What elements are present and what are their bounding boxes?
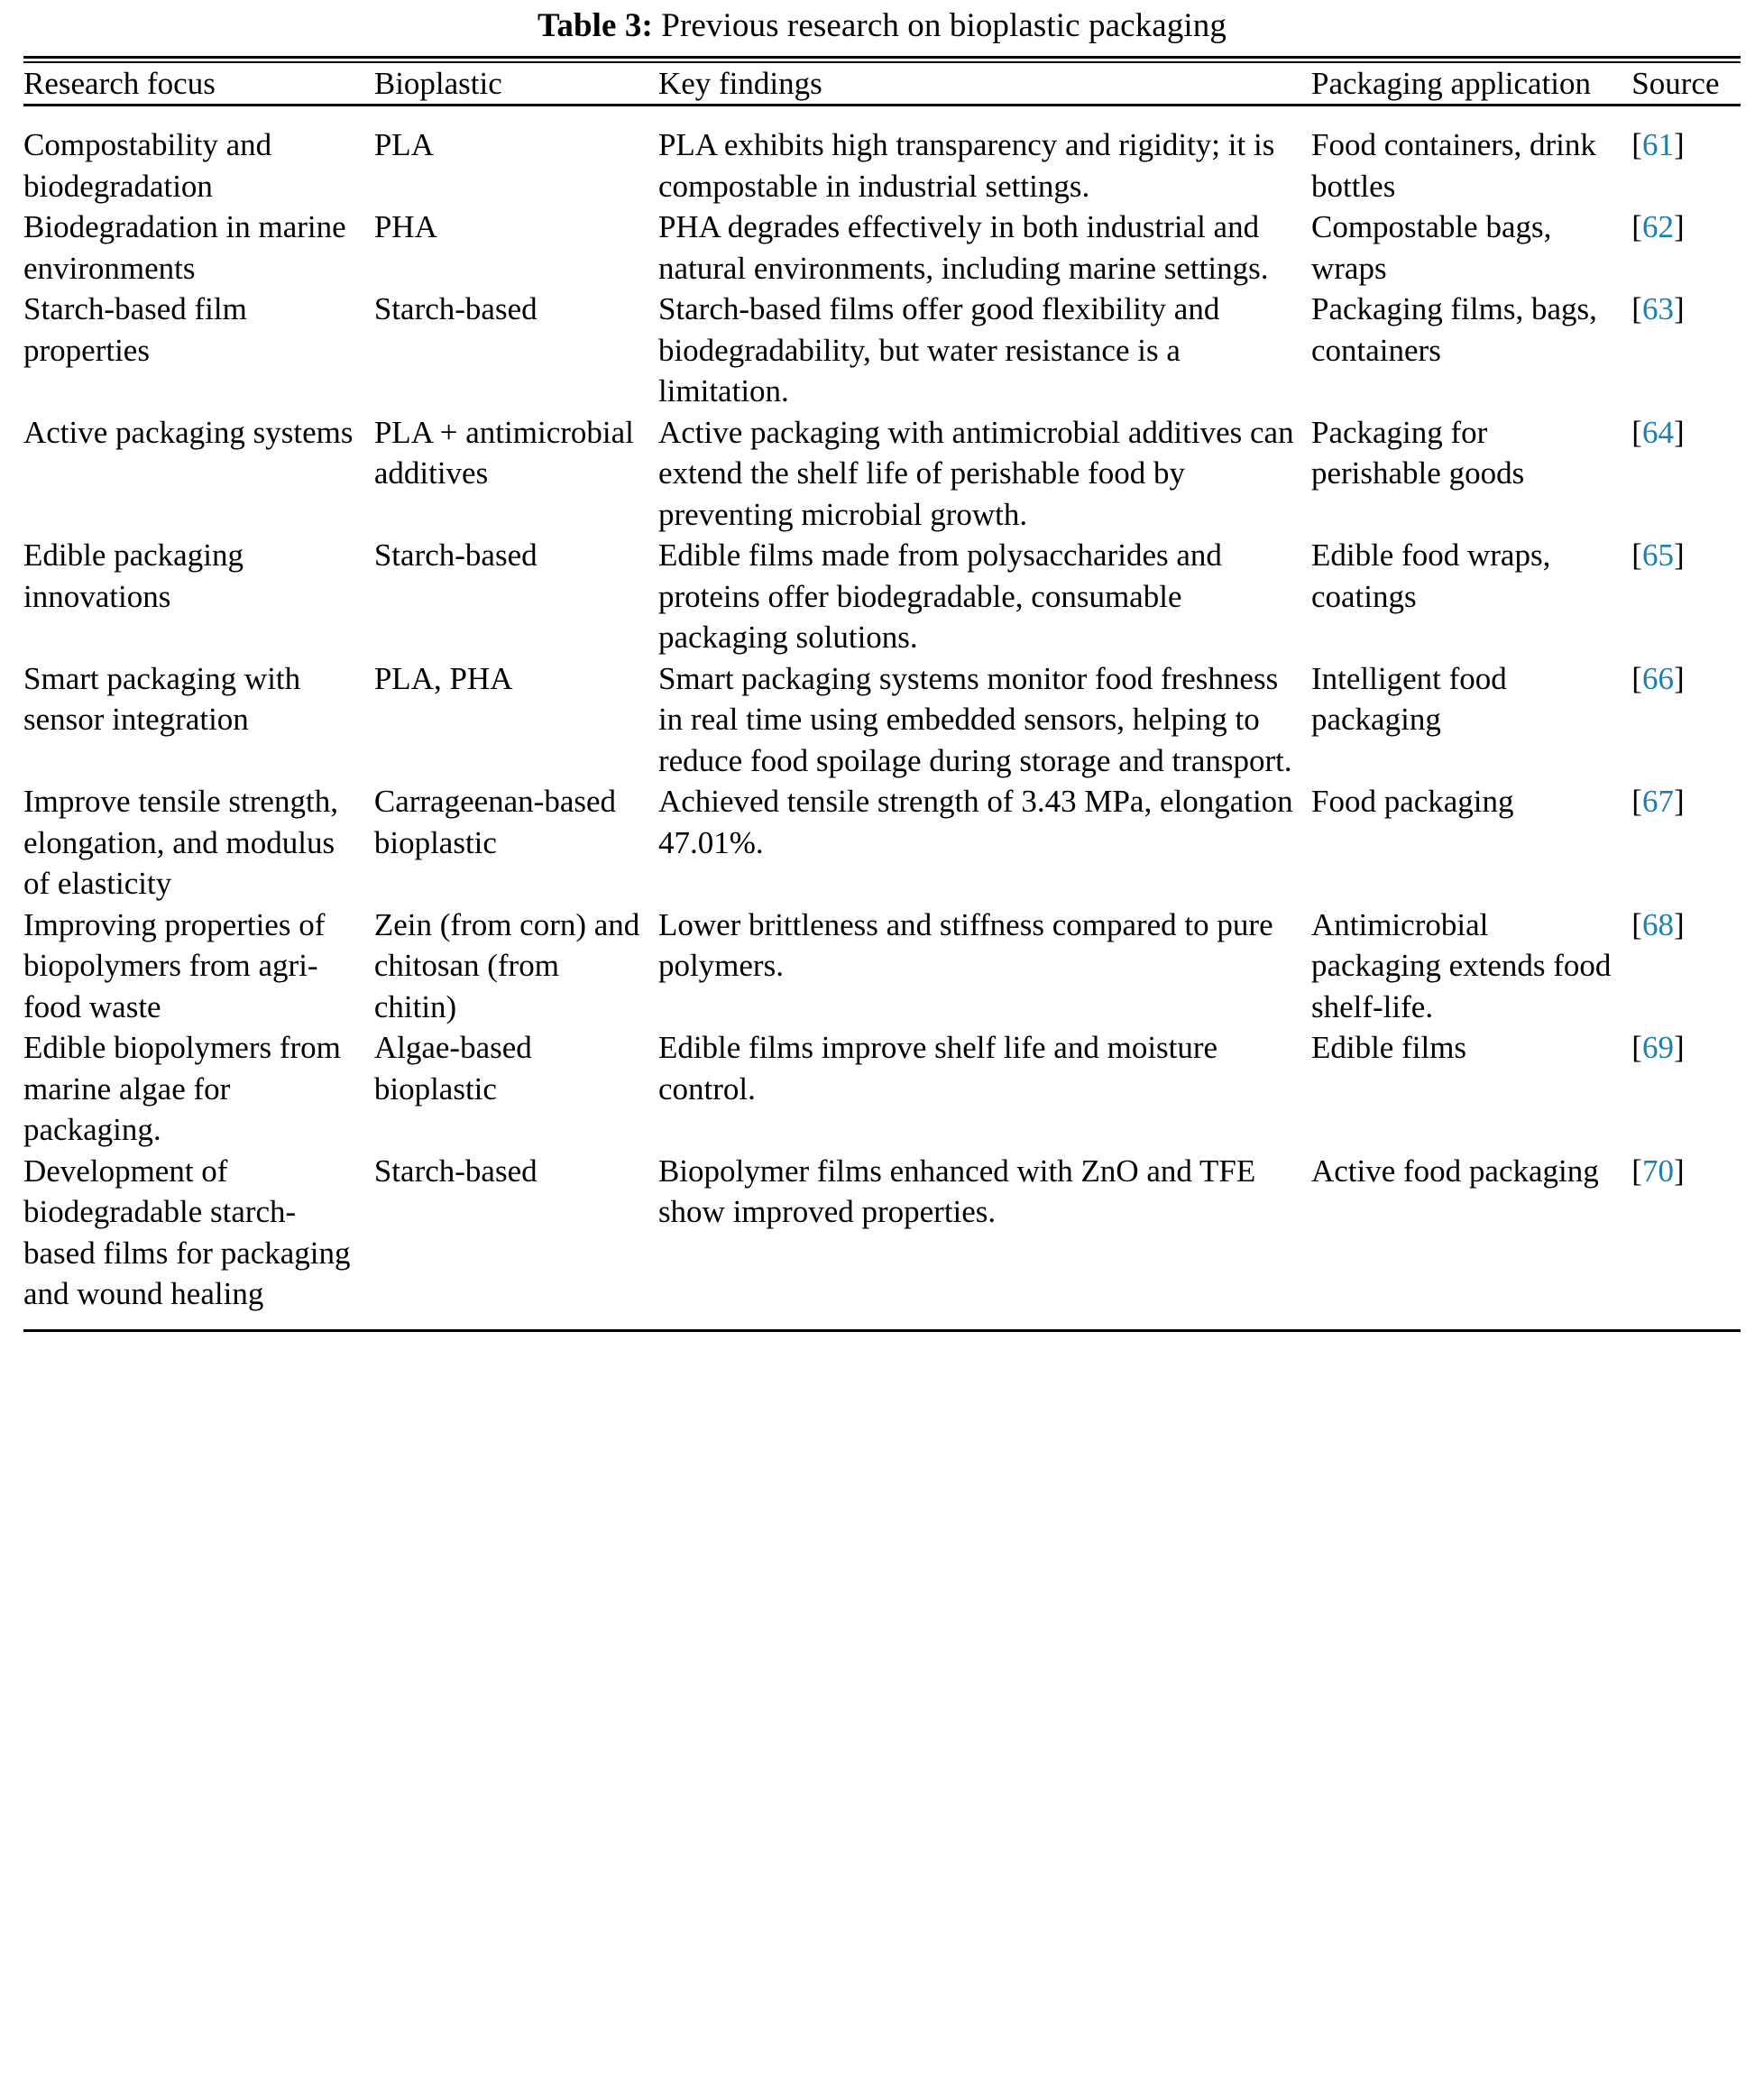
bracket-close: ] <box>1673 209 1685 245</box>
cell-packaging-application: Food packaging <box>1310 784 1514 820</box>
cell-source <box>1631 1027 1741 1151</box>
bracket-close: ] <box>1673 784 1685 820</box>
table-row <box>23 207 1741 289</box>
cell-source <box>1631 207 1741 289</box>
column-header-research-focus: Research focus <box>23 65 216 101</box>
cell-key-findings: Edible films improve shelf life and moisture control. <box>657 1030 1218 1107</box>
bracket-close: ] <box>1673 906 1685 942</box>
table-row <box>23 905 1741 1028</box>
column-header-key-findings: Key findings <box>657 65 822 101</box>
citation-link[interactable]: 63 <box>1641 291 1674 327</box>
cell-bioplastic: Starch-based <box>373 537 537 574</box>
table-caption-label: Table 3: <box>537 7 653 44</box>
citation-link[interactable]: 66 <box>1641 660 1674 696</box>
bracket-open: [ <box>1631 906 1642 942</box>
bracket-open: [ <box>1631 1030 1642 1066</box>
cell-source <box>1631 905 1741 1028</box>
bracket-open: [ <box>1631 660 1642 696</box>
bracket-close: ] <box>1673 291 1685 327</box>
research-table <box>23 63 1741 105</box>
cell-source <box>1631 781 1741 905</box>
cell-packaging-application: Packaging for perishable goods <box>1310 414 1525 491</box>
table-row <box>23 535 1741 658</box>
cell-bioplastic: PLA <box>373 127 434 163</box>
column-header-bioplastic: Bioplastic <box>373 65 502 101</box>
citation-link[interactable]: 67 <box>1641 784 1674 820</box>
cell-research-focus: Edible packaging innovations <box>23 537 243 614</box>
table-top-rule <box>23 56 1741 63</box>
bracket-close: ] <box>1673 1153 1685 1189</box>
cell-packaging-application: Edible films <box>1310 1030 1467 1066</box>
cell-source <box>1631 412 1741 536</box>
cell-key-findings: PLA exhibits high transparency and rigidity; it is compostable in industrial settings. <box>657 127 1275 204</box>
cell-key-findings: Biopolymer films enhanced with ZnO and TFE show improved properties. <box>657 1153 1256 1230</box>
cell-research-focus: Development of biodegradable starch-based films for packaging and wound healing <box>23 1153 351 1312</box>
citation-link[interactable]: 69 <box>1641 1030 1674 1066</box>
cell-research-focus: Biodegradation in marine environments <box>23 209 346 286</box>
bracket-open: [ <box>1631 784 1642 820</box>
cell-packaging-application: Packaging films, bags, containers <box>1310 291 1597 368</box>
cell-key-findings: Active packaging with antimicrobial additives can extend the shelf life of perishable food by preventing microbial growth. <box>657 414 1294 532</box>
cell-packaging-application: Compostable bags, wraps <box>1310 209 1552 286</box>
table-body <box>23 106 1741 1329</box>
cell-source <box>1631 535 1741 658</box>
cell-research-focus: Smart packaging with sensor integration <box>23 660 301 738</box>
citation-link[interactable]: 62 <box>1641 209 1674 245</box>
cell-bioplastic: PLA, PHA <box>373 660 513 696</box>
table-row <box>23 289 1741 412</box>
bracket-close: ] <box>1673 537 1685 574</box>
cell-key-findings: PHA degrades effectively in both industrial and natural environments, including marine settings. <box>657 209 1269 286</box>
table-header-row <box>23 63 1741 105</box>
cell-research-focus: Improve tensile strength, elongation, and modulus of elasticity <box>23 784 338 902</box>
bracket-open: [ <box>1631 1153 1642 1189</box>
cell-research-focus: Active packaging systems <box>23 414 354 450</box>
table-caption-text: Previous research on bioplastic packaging <box>661 7 1227 44</box>
bracket-open: [ <box>1631 127 1642 163</box>
cell-source <box>1631 106 1741 207</box>
cell-key-findings: Edible films made from polysaccharides and proteins offer biodegradable, consumable packaging solutions. <box>657 537 1222 656</box>
citation-link[interactable]: 68 <box>1641 906 1674 942</box>
cell-bioplastic: PHA <box>373 209 437 245</box>
cell-research-focus: Compostability and biodegradation <box>23 127 272 204</box>
citation-link[interactable]: 70 <box>1641 1153 1674 1189</box>
cell-source <box>1631 658 1741 782</box>
column-header-source: Source <box>1631 65 1720 101</box>
citation-link[interactable]: 61 <box>1641 127 1674 163</box>
cell-packaging-application: Edible food wraps, coatings <box>1310 537 1551 614</box>
cell-packaging-application: Intelligent food packaging <box>1310 660 1507 738</box>
bracket-close: ] <box>1673 127 1685 163</box>
bracket-close: ] <box>1673 660 1685 696</box>
table-row <box>23 412 1741 536</box>
bracket-close: ] <box>1673 1030 1685 1066</box>
table-header <box>23 63 1741 105</box>
cell-bioplastic: Carrageenan-based bioplastic <box>373 784 617 860</box>
bracket-open: [ <box>1631 209 1642 245</box>
table-bottom-rule <box>23 1329 1741 1332</box>
cell-key-findings: Achieved tensile strength of 3.43 MPa, elongation 47.01%. <box>657 784 1293 860</box>
cell-research-focus: Edible biopolymers from marine algae for packaging. <box>23 1030 341 1148</box>
bracket-open: [ <box>1631 537 1642 574</box>
cell-bioplastic: PLA + antimicrobial additives <box>373 414 634 491</box>
table-caption <box>23 0 1741 56</box>
cell-packaging-application: Active food packaging <box>1310 1153 1599 1189</box>
bracket-close: ] <box>1673 414 1685 450</box>
cell-key-findings: Lower brittleness and stiffness compared to pure polymers. <box>657 906 1273 984</box>
table-row <box>23 106 1741 207</box>
cell-bioplastic: Starch-based <box>373 1153 537 1189</box>
table-row <box>23 658 1741 782</box>
research-table-body <box>23 106 1741 1329</box>
cell-research-focus: Improving properties of biopolymers from agri-food waste <box>23 906 326 1024</box>
cell-bioplastic: Zein (from corn) and chitosan (from chitin) <box>373 906 640 1024</box>
bracket-open: [ <box>1631 291 1642 327</box>
table-row <box>23 781 1741 905</box>
citation-link[interactable]: 64 <box>1641 414 1674 450</box>
column-header-packaging-application: Packaging application <box>1310 65 1592 101</box>
cell-source <box>1631 1151 1741 1329</box>
cell-source <box>1631 289 1741 412</box>
cell-bioplastic: Algae-based bioplastic <box>373 1030 532 1107</box>
cell-research-focus: Starch-based film properties <box>23 291 247 368</box>
cell-packaging-application: Antimicrobial packaging extends food shelf-life. <box>1310 906 1612 1024</box>
cell-key-findings: Smart packaging systems monitor food freshness in real time using embedded sensors, helping to reduce food spoilage during storage and transport. <box>657 660 1292 778</box>
bracket-open: [ <box>1631 414 1642 450</box>
cell-packaging-application: Food containers, drink bottles <box>1310 127 1596 204</box>
table-row <box>23 1027 1741 1151</box>
cell-key-findings: Starch-based films offer good flexibility and biodegradability, but water resistance is a limitation. <box>657 291 1220 409</box>
citation-link[interactable]: 65 <box>1641 537 1674 574</box>
cell-bioplastic: Starch-based <box>373 291 537 327</box>
table-row <box>23 1151 1741 1329</box>
